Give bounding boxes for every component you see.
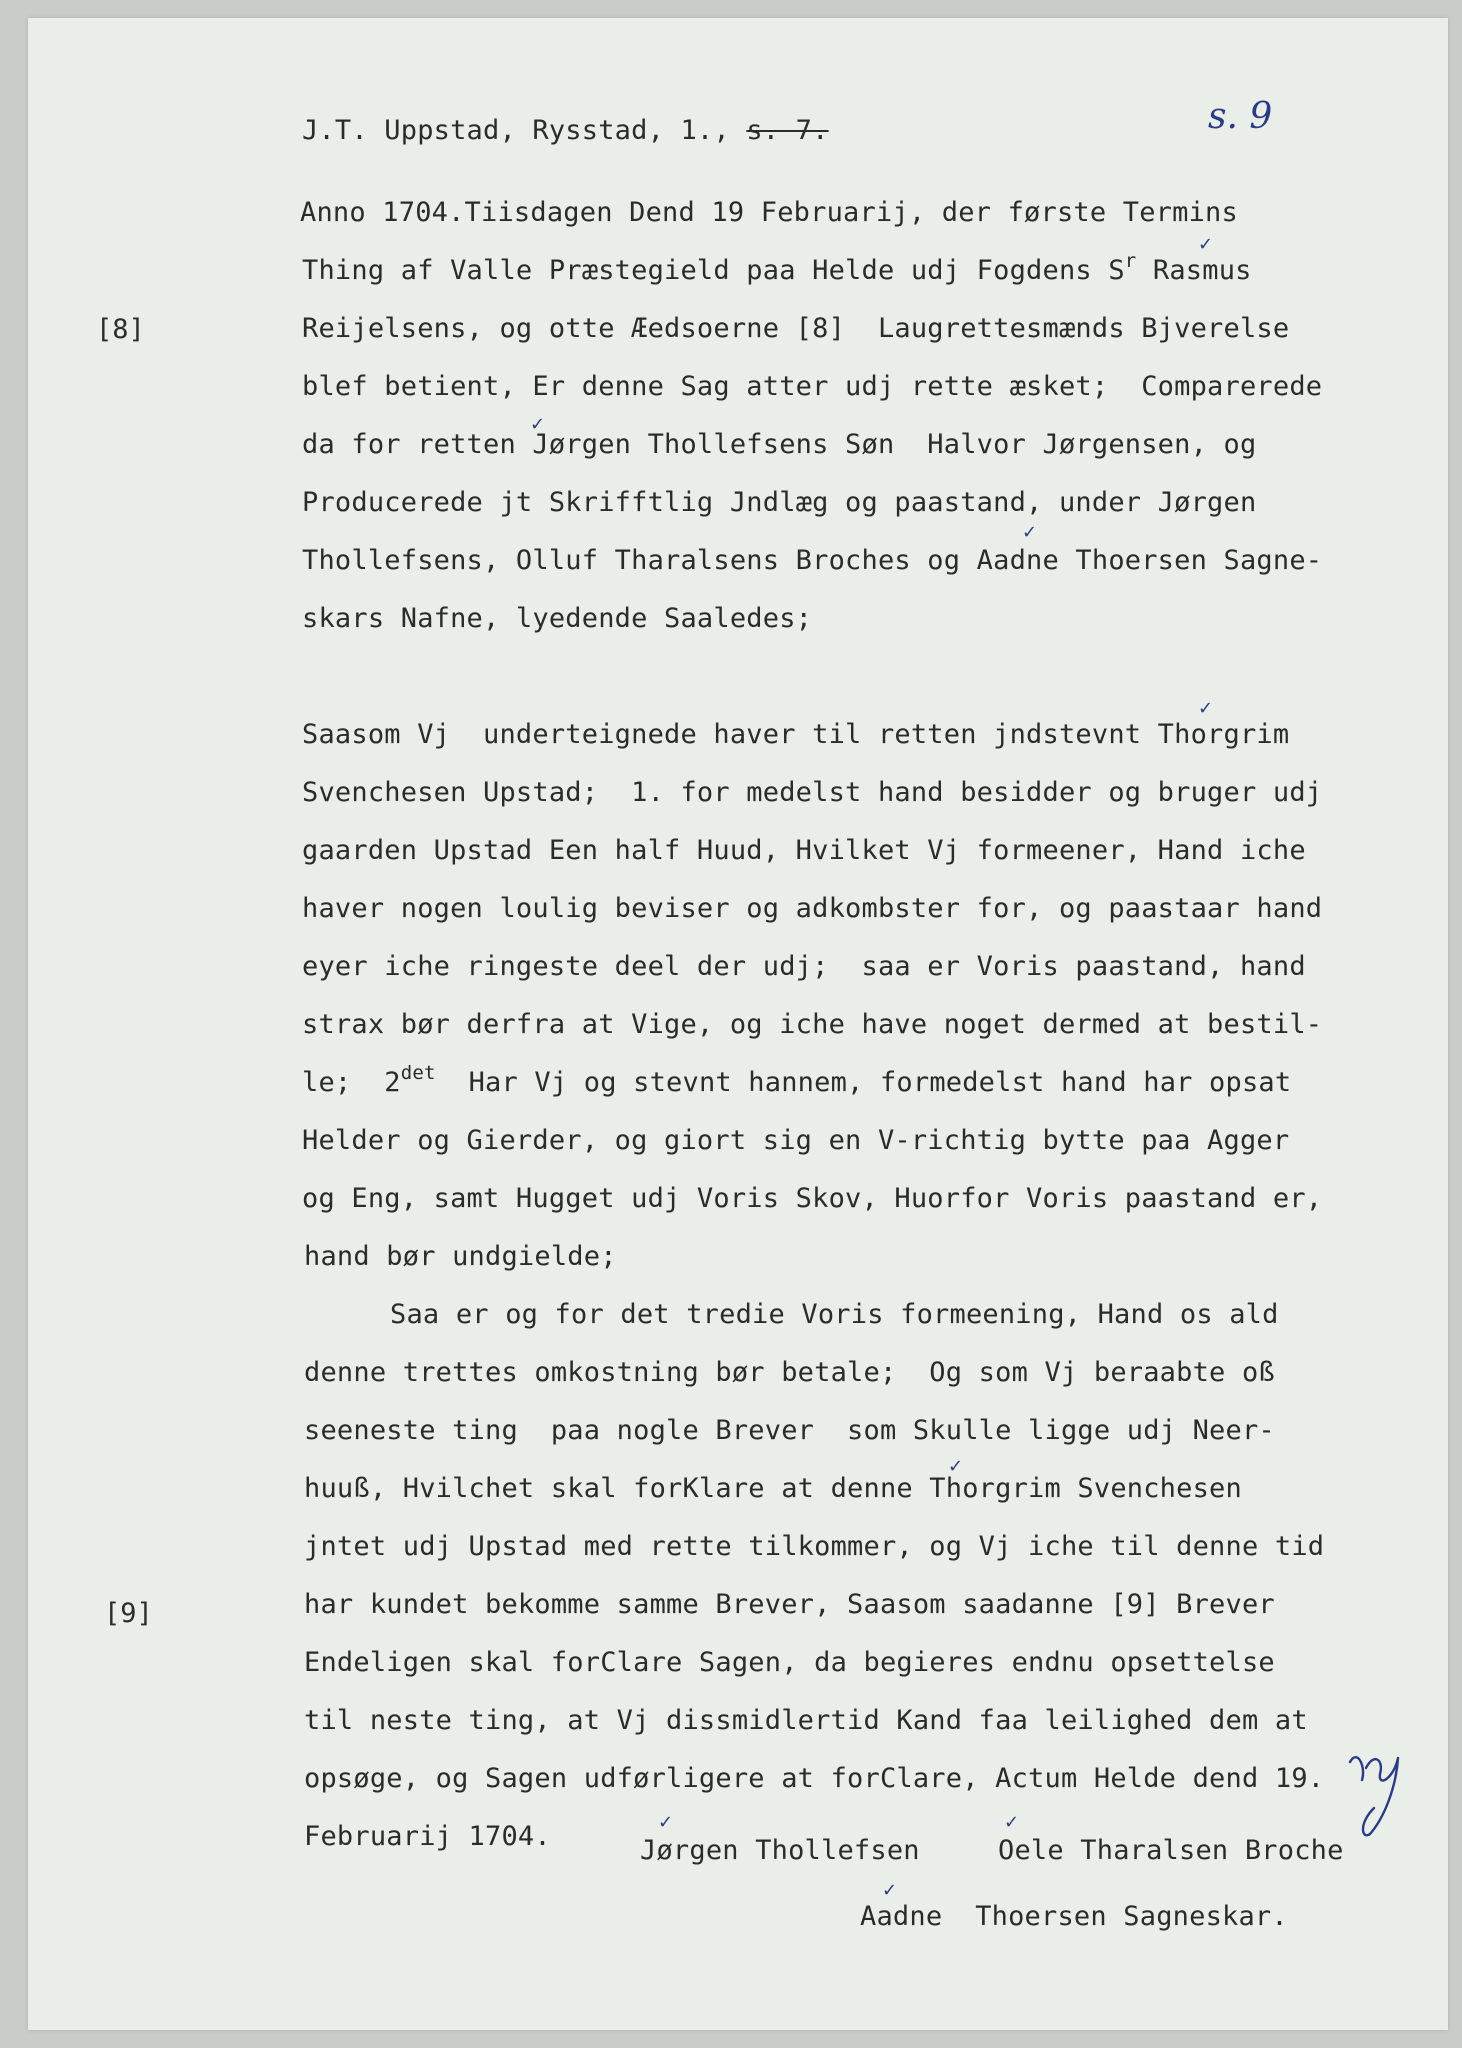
text-line: denne trettes omkostning bør betale; Og som Vj beraabte oß bbox=[304, 1357, 1275, 1388]
text-line: til neste ting, at Vj dissmidlertid Kand faa leilighed dem at bbox=[304, 1705, 1308, 1736]
check-mark-icon: ✓ bbox=[1022, 522, 1038, 543]
handwritten-page-number: s. 9 bbox=[1208, 96, 1273, 137]
struck-page-ref: s. 7. bbox=[746, 115, 829, 146]
text-line: da for retten Jørgen Thollefsens Søn Halvor Jørgensen, og bbox=[302, 429, 1257, 460]
text-line: Svenchesen Upstad; 1. for medelst hand besidder og bruger udj bbox=[302, 777, 1323, 808]
text-line: Endeligen skal forClare Sagen, da begieres endnu opsettelse bbox=[304, 1647, 1275, 1678]
check-mark-icon: ✓ bbox=[1198, 234, 1214, 255]
text-line: Helder og Gierder, og giort sig en V-richtig bytte paa Agger bbox=[302, 1125, 1290, 1156]
margin-note-9: [9] bbox=[104, 1598, 153, 1629]
text-line: haver nogen loulig beviser og adkombster for, og paastaar hand bbox=[302, 893, 1323, 924]
text-line: Anno 1704.Tiisdagen Dend 19 Februarij, der første Termins bbox=[300, 197, 1238, 228]
check-mark-icon: ✓ bbox=[882, 1880, 898, 1901]
text-line: Saasom Vj underteignede haver til retten jndstevnt Thorgrim bbox=[302, 719, 1290, 750]
text-line: Reijelsens, og otte Æedsoerne [8] Laugrettesmænds Bjverelse bbox=[302, 313, 1290, 344]
text-line: huuß, Hvilchet skal forKlare at denne Thorgrim Svenchesen bbox=[304, 1473, 1242, 1504]
text-line: eyer iche ringeste deel der udj; saa er Voris paastand, hand bbox=[302, 951, 1306, 982]
signature-aadne: Aadne Thoersen Sagneskar. bbox=[860, 1901, 1288, 1932]
text-line: Producerede jt Skrifftlig Jndlæg og paastand, under Jørgen bbox=[302, 487, 1257, 518]
check-mark-icon: ✓ bbox=[1004, 1812, 1020, 1833]
text-line: jntet udj Upstad med rette tilkommer, og Vj iche til denne tid bbox=[304, 1531, 1325, 1562]
text-line: Thollefsens, Olluf Tharalsens Broches og Aadne Thoersen Sagne- bbox=[302, 545, 1323, 576]
check-mark-icon: ✓ bbox=[948, 1456, 964, 1477]
text-line: gaarden Upstad Een half Huud, Hvilket Vj formeener, Hand iche bbox=[302, 835, 1306, 866]
text-line: opsøge, og Sagen udførligere at forClare, Actum Helde dend 19. bbox=[304, 1763, 1325, 1794]
document-page bbox=[28, 18, 1448, 2030]
text-line: le; $2^{det}$ Har Vj og stevnt hannem, formedelst hand har opsat bbox=[302, 1062, 1292, 1098]
text-line: og Eng, samt Hugget udj Voris Skov, Huorfor Voris paastand er, bbox=[302, 1183, 1323, 1214]
text-line: Thing af Valle Præstegield paa Helde udj Fogdens $S^r$ Rasmus bbox=[302, 250, 1252, 286]
signature-jorgen: Jørgen Thollefsen bbox=[640, 1835, 920, 1866]
text-line: skars Nafne, lyedende Saaledes; bbox=[302, 603, 813, 634]
handwritten-mark-icon bbox=[1344, 1738, 1408, 1842]
check-mark-icon: ✓ bbox=[1198, 698, 1214, 719]
text-line: blef betient, Er denne Sag atter udj rette æsket; Comparerede bbox=[302, 371, 1323, 402]
margin-note-8: [8] bbox=[96, 314, 145, 345]
text-line: Saa er og for det tredie Voris formeening, Hand os ald bbox=[390, 1299, 1279, 1330]
archive-reference: J.T. Uppstad, Rysstad, 1., bbox=[302, 115, 730, 146]
text-line: Februarij 1704. bbox=[304, 1821, 551, 1852]
header-line bbox=[302, 114, 829, 148]
text-line: seeneste ting paa nogle Brever som Skulle ligge udj Neer- bbox=[304, 1415, 1275, 1446]
check-mark-icon: ✓ bbox=[658, 1812, 674, 1833]
check-mark-icon: ✓ bbox=[530, 414, 546, 435]
text-line: strax bør derfra at Vige, og iche have noget dermed at bestil- bbox=[302, 1009, 1323, 1040]
signature-oele: Oele Tharalsen Broche bbox=[998, 1835, 1344, 1866]
text-line: har kundet bekomme samme Brever, Saasom saadanne [9] Brever bbox=[304, 1589, 1275, 1620]
text-line: hand bør undgielde; bbox=[304, 1241, 617, 1272]
